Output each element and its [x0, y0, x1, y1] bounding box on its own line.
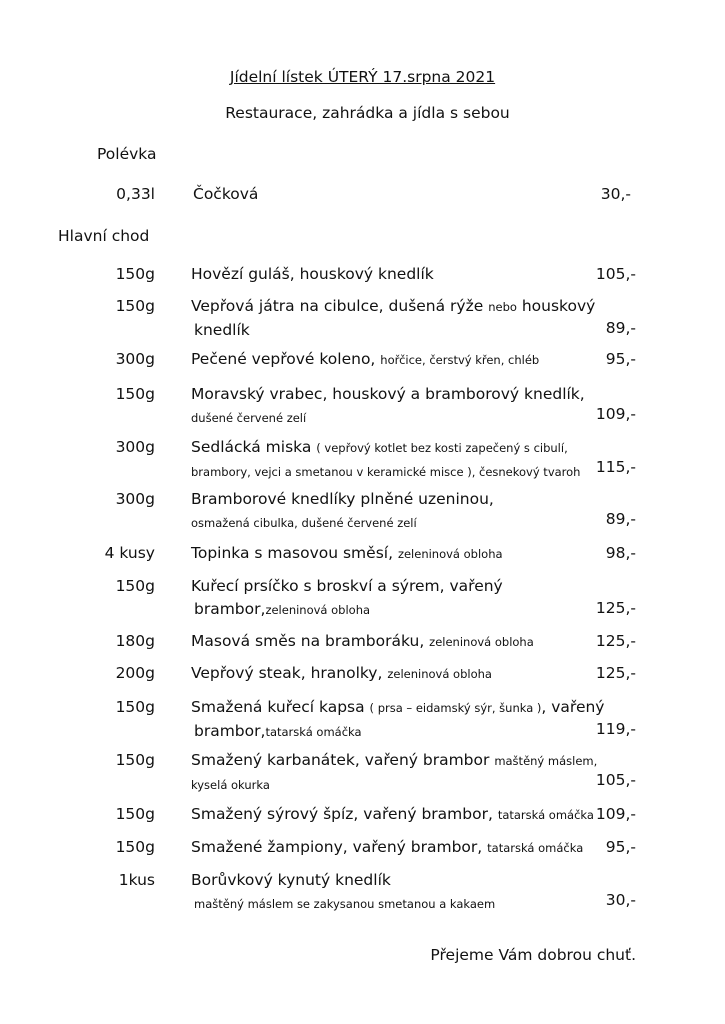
item-note: nebo: [488, 300, 517, 314]
item-quantity: 150g: [115, 297, 155, 315]
item-name: Pečené vepřové koleno,: [191, 350, 381, 368]
item-quantity: 300g: [115, 438, 155, 456]
item-description: [191, 630, 534, 654]
item-description: [191, 263, 434, 286]
item-quantity: 150g: [115, 265, 155, 283]
item-quantity: 150g: [115, 577, 155, 595]
menu-title: Jídelní lístek ÚTERÝ 17.srpna 2021: [229, 68, 496, 86]
closing-wish: Přejeme Vám dobrou chuť.: [430, 946, 636, 964]
item-name: Smažená kuřecí kapsa: [191, 698, 370, 716]
item-name: Kuřecí prsíčko s broskví a sýrem, vařený: [191, 577, 503, 595]
item-quantity: 1kus: [118, 871, 155, 889]
item-name-cont: houskový: [516, 297, 596, 315]
item-quantity: 200g: [115, 664, 155, 682]
item-note: dušené červené zelí: [191, 411, 307, 425]
item-note: ( vepřový kotlet bez kosti zapečený s cibulí,: [316, 441, 568, 455]
item-price: 125,-: [595, 599, 636, 617]
item-note: osmažená cibulka, dušené červené zelí: [191, 516, 417, 530]
item-quantity: 300g: [115, 350, 155, 368]
item-description: [191, 575, 503, 622]
section-heading-main: Hlavní chod: [58, 227, 150, 245]
item-price: 30,-: [605, 891, 636, 909]
item-price: 109,-: [595, 405, 636, 423]
item-name: Topinka s masovou směsí,: [191, 544, 398, 562]
item-price: 125,-: [595, 632, 636, 650]
item-note: zeleninová obloha: [387, 667, 492, 681]
item-description: [191, 803, 594, 827]
item-name: Čočková: [193, 185, 259, 203]
item-note: zeleninová obloha: [429, 635, 534, 649]
item-note-line2: kyselá okurka: [191, 778, 270, 792]
item-name: Smažený karbanátek, vařený brambor: [191, 751, 495, 769]
item-note: zeleninová obloha: [265, 603, 371, 617]
item-price: 98,-: [605, 544, 636, 562]
item-note: hořčice, čerstvý křen, chléb: [380, 353, 540, 367]
item-description: [191, 662, 492, 686]
item-price: 115,-: [595, 458, 636, 476]
item-description: [191, 383, 585, 430]
item-price: 30,-: [600, 185, 631, 203]
item-price: 105,-: [595, 265, 636, 283]
item-name: Bramborové knedlíky plněné uzeninou,: [191, 490, 494, 508]
item-note: tatarská omáčka: [497, 808, 594, 822]
item-quantity: 0,33l: [116, 185, 155, 203]
item-note: tatarská omáčka: [487, 841, 584, 855]
item-description: [191, 836, 583, 860]
item-name: Smažený sýrový špíz, vařený brambor,: [191, 805, 498, 823]
item-name: Vepřová játra na cibulce, dušená rýže: [191, 297, 489, 315]
item-description: [191, 488, 494, 535]
item-name: Vepřový steak, hranolky,: [191, 664, 388, 682]
item-name: Smažené žampiony, vařený brambor,: [191, 838, 488, 856]
item-description: [191, 869, 495, 916]
item-price: 125,-: [595, 664, 636, 682]
item-name-line2: brambor,: [194, 600, 266, 618]
item-name-cont: , vařený: [541, 698, 605, 716]
menu-subtitle: Restaurace, zahrádka a jídla s sebou: [225, 104, 510, 122]
item-name: Moravský vrabec, houskový a bramborový knedlík,: [191, 385, 585, 403]
item-description: [191, 295, 595, 342]
item-price: 89,-: [605, 319, 636, 337]
item-description: [191, 696, 604, 744]
item-description: [191, 749, 597, 797]
item-name: Masová směs na bramboráku,: [191, 632, 430, 650]
item-name: Borůvkový kynutý knedlík: [191, 871, 391, 889]
item-name-line2: brambor,: [194, 722, 266, 740]
item-name: Hovězí guláš, houskový knedlík: [191, 265, 434, 283]
item-note: maštěný máslem,: [494, 754, 598, 768]
item-quantity: 150g: [115, 751, 155, 769]
item-description: [191, 542, 503, 566]
item-note: zeleninová obloha: [397, 547, 503, 561]
item-price: 89,-: [605, 510, 636, 528]
item-quantity: 180g: [115, 632, 155, 650]
item-description: [191, 348, 539, 372]
item-quantity: 150g: [115, 838, 155, 856]
item-name: Sedlácká miska: [191, 438, 317, 456]
item-price: 119,-: [595, 720, 636, 738]
item-quantity: 150g: [115, 805, 155, 823]
item-price: 109,-: [595, 805, 636, 823]
item-quantity: 4 kusy: [104, 544, 155, 562]
item-price: 105,-: [595, 771, 636, 789]
item-quantity: 150g: [115, 698, 155, 716]
item-name-line2: knedlík: [194, 321, 250, 339]
item-quantity: 300g: [115, 490, 155, 508]
item-note-line2: tatarská omáčka: [265, 725, 362, 739]
item-description: [191, 436, 580, 484]
item-note-line2: brambory, vejci a smetanou v keramické misce ), česnekový tvaroh: [191, 465, 581, 479]
item-price: 95,-: [605, 838, 636, 856]
section-heading-soup: Polévka: [97, 145, 157, 163]
item-note: maštěný máslem se zakysanou smetanou a kakaem: [194, 897, 496, 911]
item-note: ( prsa – eidamský sýr, šunka ): [369, 701, 542, 715]
item-quantity: 150g: [115, 385, 155, 403]
item-price: 95,-: [605, 350, 636, 368]
